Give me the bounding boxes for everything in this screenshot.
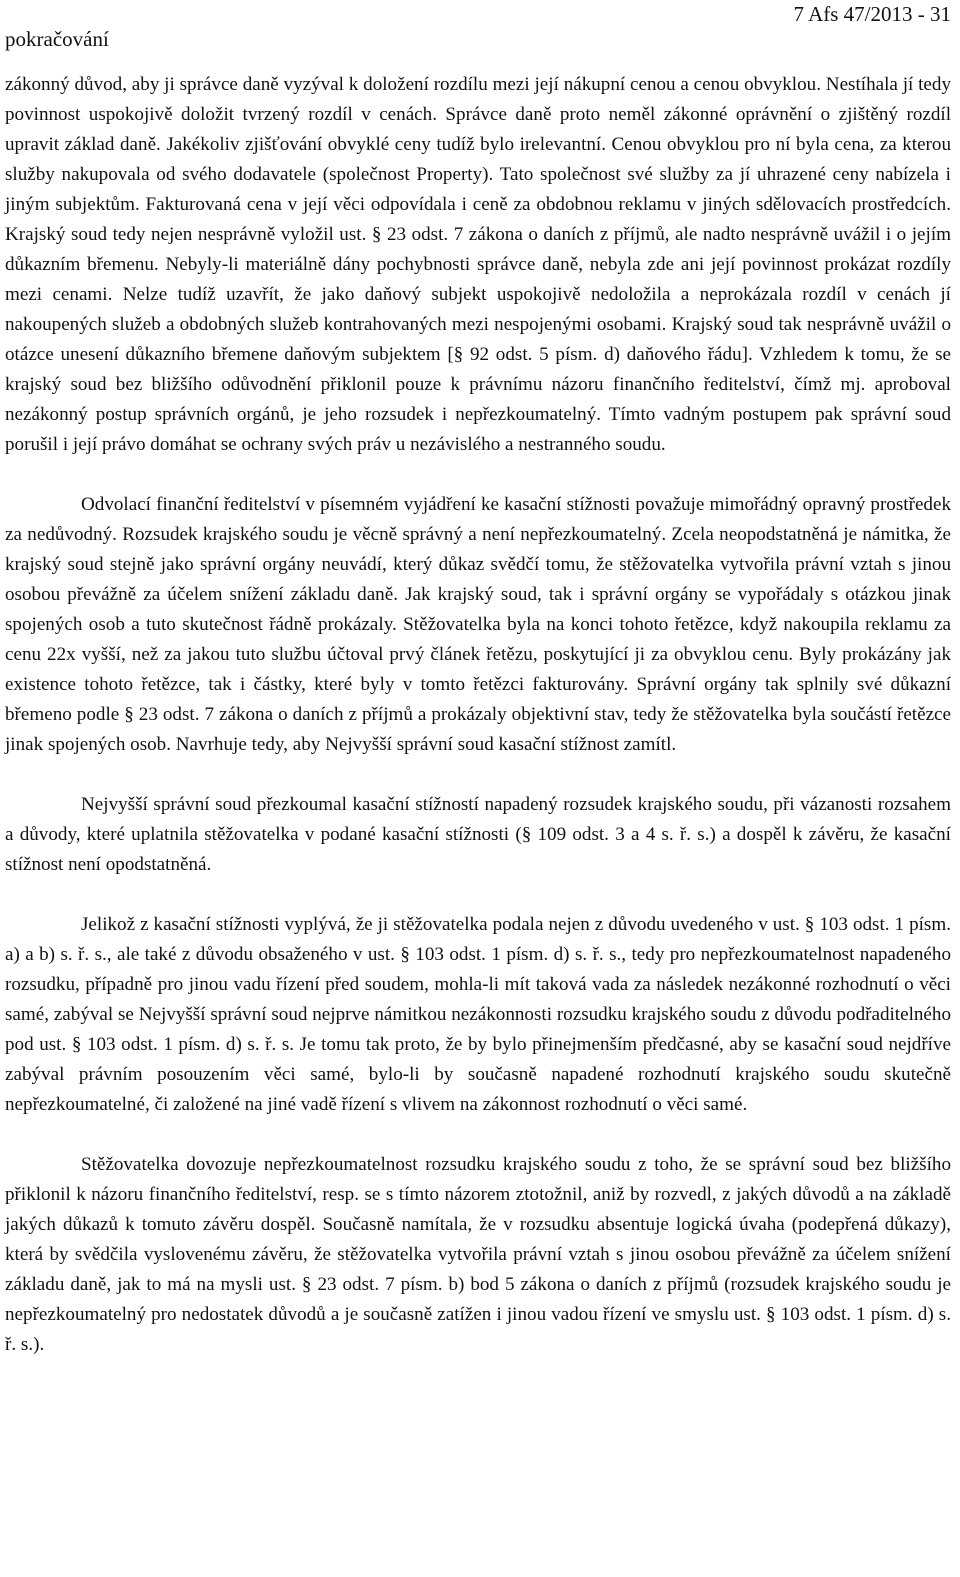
paragraph-2: Odvolací finanční ředitelství v písemném vyjádření ke kasační stížnosti považuje mimořádný opravný prostředek za nedůvodný. Rozsudek krajského soudu je věcně správný a není nepřezkoumatelný. Zcela neopodstatněná je námitka, že krajský soud stejně jako správní orgány neuvádí, který důkaz svědčí tomu, že stěžovatelka vytvořila právní vztah s jinou osobou převážně za účelem snížení základu daně. Jak krajský soud, tak i správní orgány se vypořádaly s otázkou jinak spojených osob a tuto skutečnost řádně prokázaly. Stěžovatelka byla na konci tohoto řetězce, když nakoupila reklamu za cenu 22x vyšší, než za jakou tuto službu účtoval prvý článek řetězu, poskytující ji za obvyklou cenu. Byly prokázány jak existence tohoto řetězce, tak i částky, které byly v tomto řetězci fakturovány. Správní orgány tak splnily své důkazní břemeno podle § 23 odst. 7 zákona o daních z příjmů a prokázaly objektivní stav, tedy že stěžovatelka byla součástí řetězce jinak spojených osob. Navrhuje tedy, aby Nejvyšší správní soud kasační stížnost zamítl.: [5, 494, 951, 755]
continuation-label: pokračování: [5, 27, 109, 51]
page-header: [5, 0, 951, 70]
paragraph-3: Nejvyšší správní soud přezkoumal kasační stížností napadený rozsudek krajského soudu, při vázanosti rozsahem a důvody, které uplatnila stěžovatelka v podané kasační stížnosti (§ 109 odst. 3 a 4 s. ř. s.) a dospěl k závěru, že kasační stížnost není opodstatněná.: [5, 794, 951, 875]
paragraph-5: Stěžovatelka dovozuje nepřezkoumatelnost rozsudku krajského soudu z toho, že se správní soud bez bližšího přiklonil k názoru finančního ředitelství, resp. se s tímto názorem ztotožnil, aniž by rozvedl, z jakých důvodů a na základě jakých důkazů k tomuto závěru dospěl. Současně namítala, že v rozsudku absentuje logická úvaha (podepřená důkazy), která by svědčila vyslovenému závěru, že stěžovatelka vytvořila právní vztah s jinou osobou převážně za účelem snížení základu daně, jak to má na mysli ust. § 23 odst. 7 písm. b) bod 5 zákona o daních z příjmů (rozsudek krajského soudu je nepřezkoumatelný pro nedostatek důvodů a je současně zatížen i jinou vadou řízení ve smyslu ust. § 103 odst. 1 písm. d) s. ř. s.).: [5, 1154, 951, 1355]
paragraph-1: zákonný důvod, aby ji správce daně vyzýval k doložení rozdílu mezi její nákupní cenou a cenou obvyklou. Nestíhala jí tedy povinnost uspokojivě doložit tvrzený rozdíl v cenách. Správce daně proto neměl zákonné oprávnění o zjištěný rozdíl upravit základ daně. Jakékoliv zjišťování obvyklé ceny tudíž bylo irelevantní. Cenou obvyklou pro ní byla cena, za kterou služby nakupovala od svého dodavatele (společnost Property). Tato společnost své služby za jí uhrazené ceny nabízela i jiným subjektům. Fakturovaná cena v její věci odpovídala i ceně za obdobnou reklamu v jiných sdělovacích prostředcích. Krajský soud tedy nejen nesprávně vyložil ust. § 23 odst. 7 zákona o daních z příjmů, ale nadto nesprávně uvážil i o jejím důkazním břemenu. Nebyly-li materiálně dány pochybnosti správce daně, nebyla zde ani její povinnost prokázat rozdíly mezi cenami. Nelze tudíž uzavřít, že jako daňový subjekt uspokojivě nedoložila a neprokázala rozdíl v cenách jí nakoupených služeb a obdobných služeb kontrahovaných mezi nespojenými osobami. Krajský soud tak nesprávně uvážil o otázce unesení důkazního břemene daňovým subjektem [§ 92 odst. 5 písm. d) daňového řádu]. Vzhledem k tomu, že se krajský soud bez bližšího odůvodnění přiklonil pouze k právnímu názoru finančního ředitelství, čímž mj. aproboval nezákonný postup správních orgánů, je jeho rozsudek i nepřezkoumatelný. Tímto vadným postupem pak správní soud porušil i její právo domáhat se ochrany svých práv u nezávislého a nestranného soudu.: [5, 74, 951, 455]
paragraph-4: Jelikož z kasační stížnosti vyplývá, že ji stěžovatelka podala nejen z důvodu uvedeného v ust. § 103 odst. 1 písm. a) a b) s. ř. s., ale také z důvodu obsaženého v ust. § 103 odst. 1 písm. d) s. ř. s., tedy pro nepřezkoumatelnost napadeného rozsudku, případně pro jinou vadu řízení před soudem, mohla-li mít taková vada za následek nezákonné rozhodnutí o věci samé, zabýval se Nejvyšší správní soud nejprve námitkou nezákonnosti rozsudku krajského soudu z důvodu podřaditelného pod ust. § 103 odst. 1 písm. d) s. ř. s. Je tomu tak proto, že by bylo přinejmenším předčasné, aby se kasační soud nejdříve zabýval právním posouzením věci samé, bylo-li by současně napadené rozhodnutí krajského soudu skutečně nepřezkoumatelné, či založené na jiné vadě řízení s vlivem na zákonnost rozhodnutí o věci samé.: [5, 914, 951, 1115]
document-body: [5, 70, 951, 1360]
case-number: 7 Afs 47/2013 - 31: [793, 2, 951, 26]
